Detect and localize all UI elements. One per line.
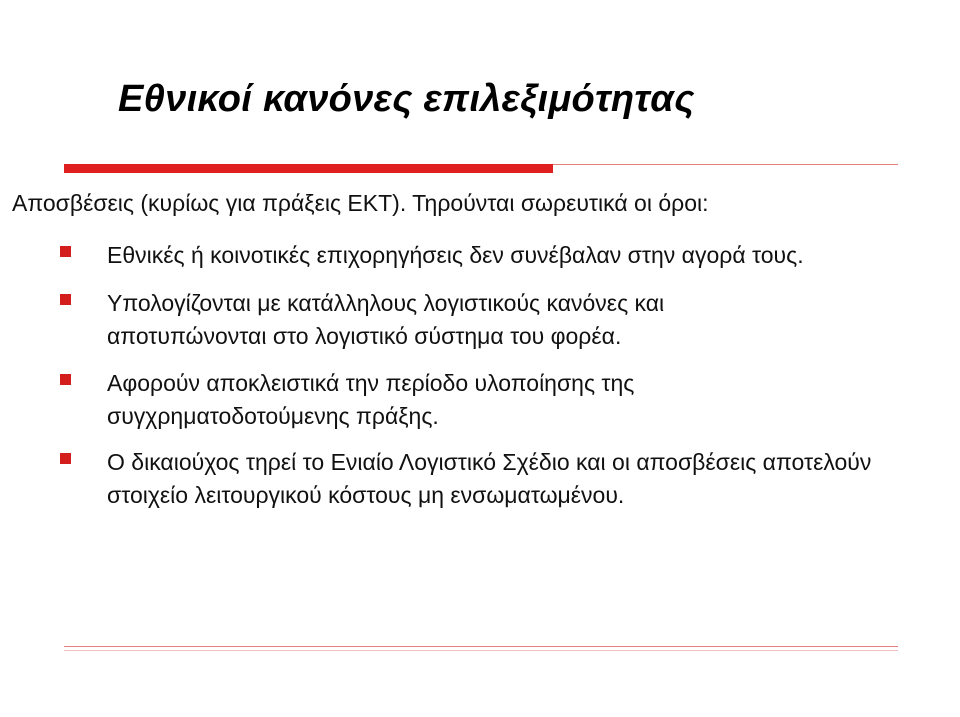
footer-rule-secondary <box>64 650 898 651</box>
slide-title: Εθνικοί κανόνες επιλεξιμότητας <box>118 78 695 120</box>
square-bullet-icon <box>60 453 71 464</box>
bullet-text-4: Ο δικαιούχος τηρεί το Ενιαίο Λογιστικό Σχέδιο και οι αποσβέσεις αποτελούν στοιχείο λειτουργικού κόστους μη ενσωματωμένου. <box>107 449 872 508</box>
square-bullet-icon <box>60 246 71 257</box>
bullet-text-2: Υπολογίζονται με κατάλληλους λογιστικούς κανόνες και αποτυπώνονται στο λογιστικό σύστημα του φορέα. <box>107 290 665 349</box>
square-bullet-icon <box>60 294 71 305</box>
bullet-text-3: Αφορούν αποκλειστικά την περίοδο υλοποίησης της συγχρηματοδοτούμενης πράξης. <box>107 370 635 429</box>
footer-rule <box>64 646 898 647</box>
bullet-text-1: Εθνικές ή κοινοτικές επιχορηγήσεις δεν συνέβαλαν στην αγορά τους. <box>107 242 804 268</box>
title-rule-thin <box>553 164 898 165</box>
square-bullet-icon <box>60 374 71 385</box>
title-rule-thick <box>64 164 553 173</box>
intro-text: Αποσβέσεις (κυρίως για πράξεις ΕΚΤ). Τηρούνται σωρευτικά οι όροι: <box>12 190 709 216</box>
